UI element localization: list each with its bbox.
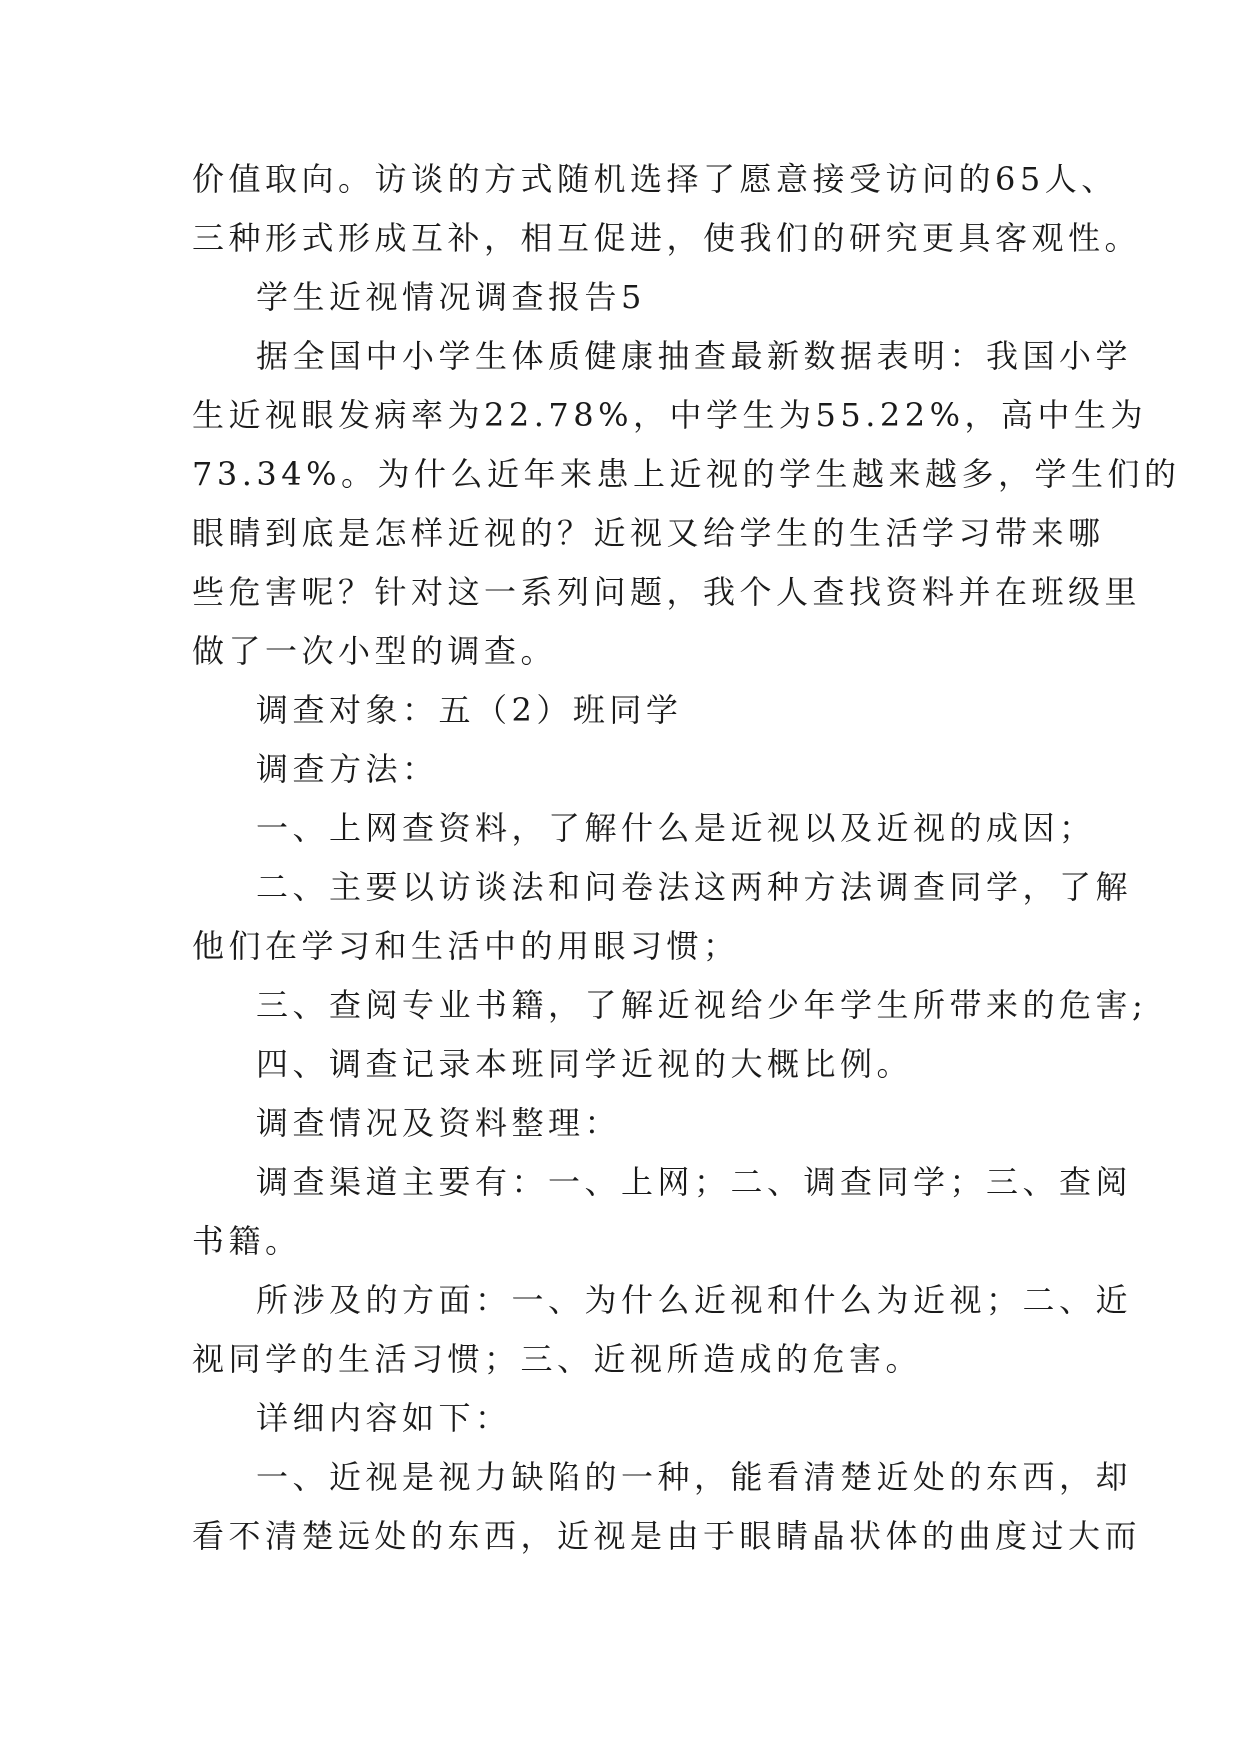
paragraph-line: 三、查阅专业书籍，了解近视给少年学生所带来的危害; [256,986,1148,1024]
paragraph-line: 据全国中小学生体质健康抽查最新数据表明：我国小学 [256,337,1133,375]
paragraph-line: 详细内容如下： [256,1399,512,1437]
paragraph-line: 所涉及的方面：一、为什么近视和什么为近视；二、近 [256,1281,1133,1319]
paragraph-line: 生近视眼发病率为22.78%，中学生为55.22%，高中生为 [192,396,1148,434]
paragraph-line: 他们在学习和生活中的用眼习惯； [192,927,740,965]
paragraph-line: 视同学的生活习惯；三、近视所造成的危害。 [192,1340,923,1378]
paragraph-line: 价值取向。访谈的方式随机选择了愿意接受访问的65人、 [192,160,1118,198]
paragraph-line: 眼睛到底是怎样近视的？近视又给学生的生活学习带来哪 [192,514,1105,552]
paragraph-line: 调查方法： [256,750,439,788]
paragraph-line: 二、主要以访谈法和问卷法这两种方法调查同学，了解 [256,868,1133,906]
paragraph-line: 做了一次小型的调查。 [192,632,558,670]
paragraph-line: 一、近视是视力缺陷的一种，能看清楚近处的东西，却 [256,1458,1133,1496]
paragraph-line: 些危害呢？针对这一系列问题，我个人查找资料并在班级里 [192,573,1142,611]
section-title: 学生近视情况调查报告5 [256,278,646,316]
paragraph-line: 四、调查记录本班同学近视的大概比例。 [256,1045,914,1083]
paragraph-line: 调查渠道主要有：一、上网；二、调查同学；三、查阅 [256,1163,1133,1201]
document-body [192,150,1181,1566]
paragraph-line: 一、上网查资料，了解什么是近视以及近视的成因； [256,809,1096,847]
paragraph-line: 调查对象：五（2）班同学 [256,691,683,729]
paragraph-line: 看不清楚远处的东西，近视是由于眼睛晶状体的曲度过大而 [192,1517,1142,1555]
paragraph-line: 调查情况及资料整理： [256,1104,622,1142]
paragraph-line: 三种形式形成互补，相互促进，使我们的研究更具客观性。 [192,219,1142,257]
paragraph-line: 书籍。 [192,1222,302,1260]
paragraph-line: 73.34%。为什么近年来患上近视的学生越来越多，学生们的 [192,455,1181,493]
